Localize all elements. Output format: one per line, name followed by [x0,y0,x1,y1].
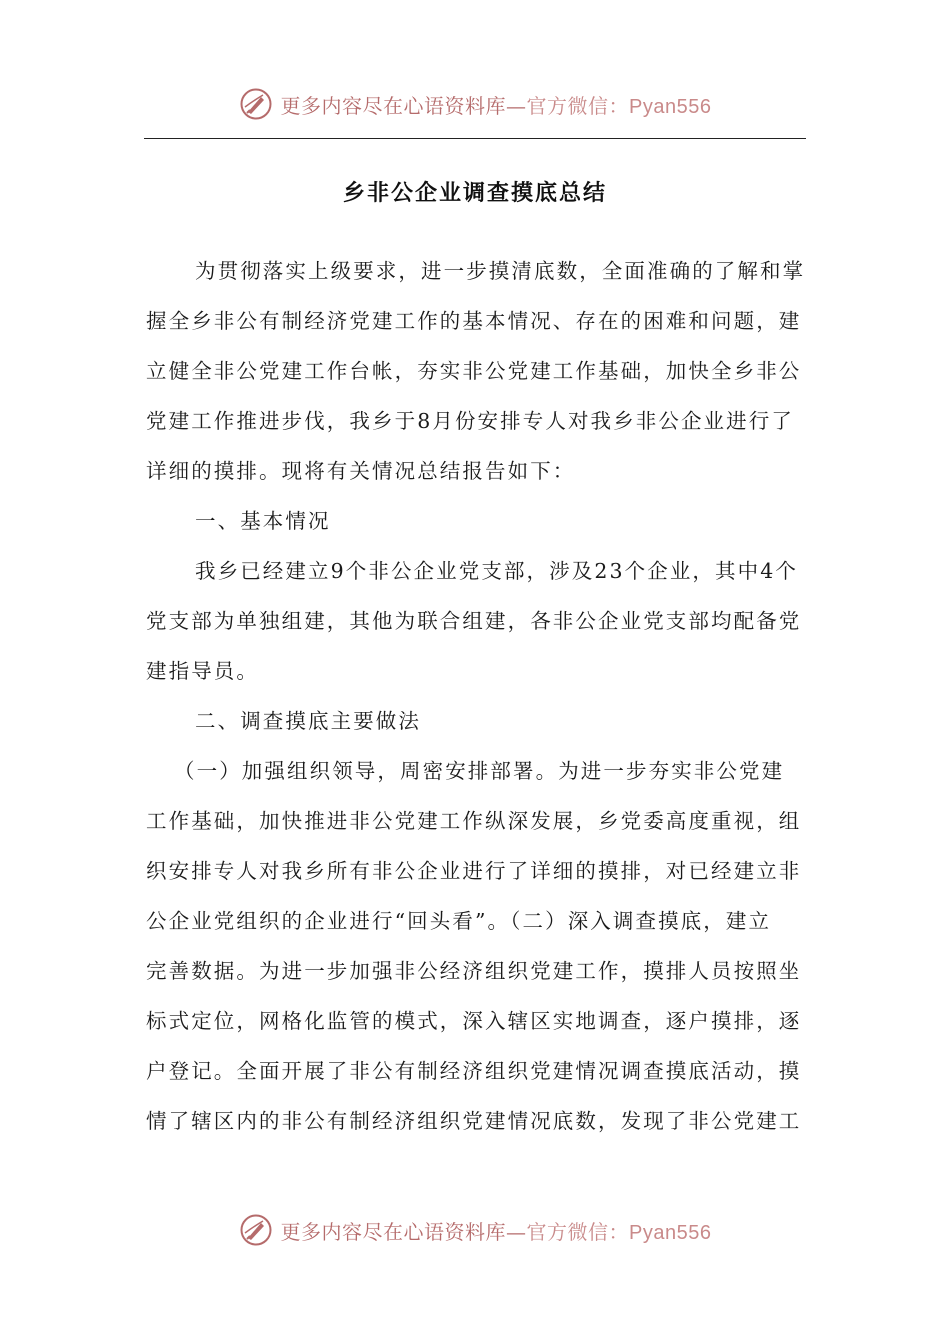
section-heading: 二、调查摸底主要做法 [195,709,421,733]
paragraph-line: 建指导员。 [146,659,259,683]
paragraph-line: 详细的摸排。现将有关情况总结报告如下： [146,459,576,483]
header-watermark-banner [0,82,950,126]
document-title: 乡非公企业调查摸底总结 [342,181,607,206]
pen-nib-circle-icon [239,87,273,121]
paragraph-line: 党建工作推进步伐，我乡于8月份安排专人对我乡非公企业进行了 [146,409,794,433]
paragraph-line: （一）加强组织领导，周密安排部署。为进一步夯实非公党建 [174,759,785,783]
paragraph-line: 情了辖区内的非公有制经济组织党建情况底数，发现了非公党建工 [146,1109,802,1133]
paragraph-line: 公企业党组织的企业进行“回头看”。（二）深入调查摸底，建立 [146,909,772,933]
footer-watermark-banner [0,1208,950,1252]
paragraph-line: 立健全非公党建工作台帐，夯实非公党建工作基础，加快全乡非公 [146,359,802,383]
pen-nib-circle-icon [239,1213,273,1247]
paragraph-line: 握全乡非公有制经济党建工作的基本情况、存在的困难和问题，建 [146,309,802,333]
paragraph-line: 党支部为单独组建，其他为联合组建，各非公企业党支部均配备党 [146,609,802,633]
paragraph-line: 完善数据。为进一步加强非公经济组织党建工作，摸排人员按照坐 [146,959,802,983]
paragraph-line: 标式定位，网格化监管的模式，深入辖区实地调查，逐户摸排，逐 [146,1009,802,1033]
paragraph-line: 户登记。全面开展了非公有制经济组织党建情况调查摸底活动，摸 [146,1059,802,1083]
banner-text: 更多内容尽在心语资料库—官方微信：Pyan556 [280,1219,712,1244]
paragraph-line: 织安排专人对我乡所有非公企业进行了详细的摸排，对已经建立非 [146,859,802,883]
paragraph-line: 工作基础，加快推进非公党建工作纵深发展，乡党委高度重视，组 [146,809,802,833]
paragraph-line: 为贯彻落实上级要求，进一步摸清底数，全面准确的了解和掌 [195,259,806,283]
paragraph-line: 我乡已经建立9个非公企业党支部，涉及23个企业，其中4个 [195,559,798,583]
banner-text: 更多内容尽在心语资料库—官方微信：Pyan556 [280,93,712,118]
section-heading: 一、基本情况 [195,509,331,533]
header-divider [144,138,806,139]
document-body [146,246,806,1146]
